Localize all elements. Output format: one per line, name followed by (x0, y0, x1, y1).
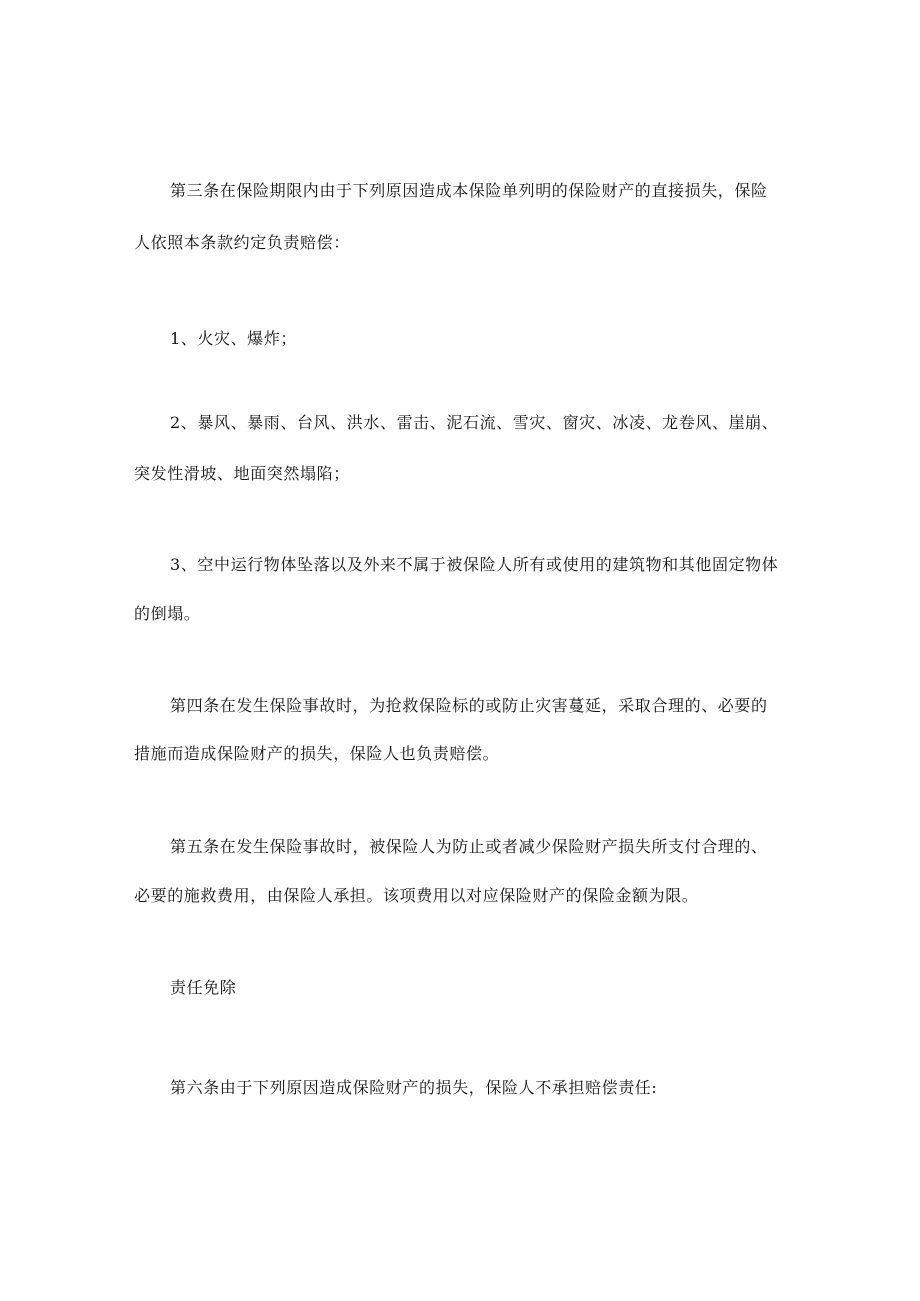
section-heading: 责任免除 (170, 978, 237, 997)
article-6-line-1: 第六条由于下列原因造成保险财产的损失，保险人不承担赔偿责任: (170, 1078, 658, 1097)
item-2-line-2: 突发性滑坡、地面突然塌陷； (134, 464, 350, 483)
item-1-line-1: 1、火灾、爆炸； (170, 329, 297, 348)
article-4-line-2: 措施而造成保险财产的损失，保险人也负责赔偿。 (134, 744, 500, 763)
article-3-line-2: 人依照本条款约定负责赔偿： (134, 233, 350, 252)
article-3-line-1: 第三条在保险期限内由于下列原因造成本保险单列明的保险财产的直接损失，保险 (170, 181, 768, 200)
item-3-line-2: 的倒塌。 (134, 604, 201, 623)
item-2-line-1: 2、暴风、暴雨、台风、洪水、雷击、泥石流、雪灾、窗灾、冰凌、龙卷风、崖崩、 (170, 413, 779, 432)
article-5-line-2: 必要的施救费用，由保险人承担。该项费用以对应保险财产的保险金额为限。 (134, 886, 699, 905)
article-4-line-1: 第四条在发生保险事故时，为抢救保险标的或防止灾害蔓延，采取合理的、必要的 (170, 696, 768, 715)
item-3-line-1: 3、空中运行物体坠落以及外来不属于被保险人所有或使用的建筑物和其他固定物体 (170, 555, 779, 574)
article-5-line-1: 第五条在发生保险事故时，被保险人为防止或者减少保险财产损失所支付合理的、 (170, 837, 768, 856)
